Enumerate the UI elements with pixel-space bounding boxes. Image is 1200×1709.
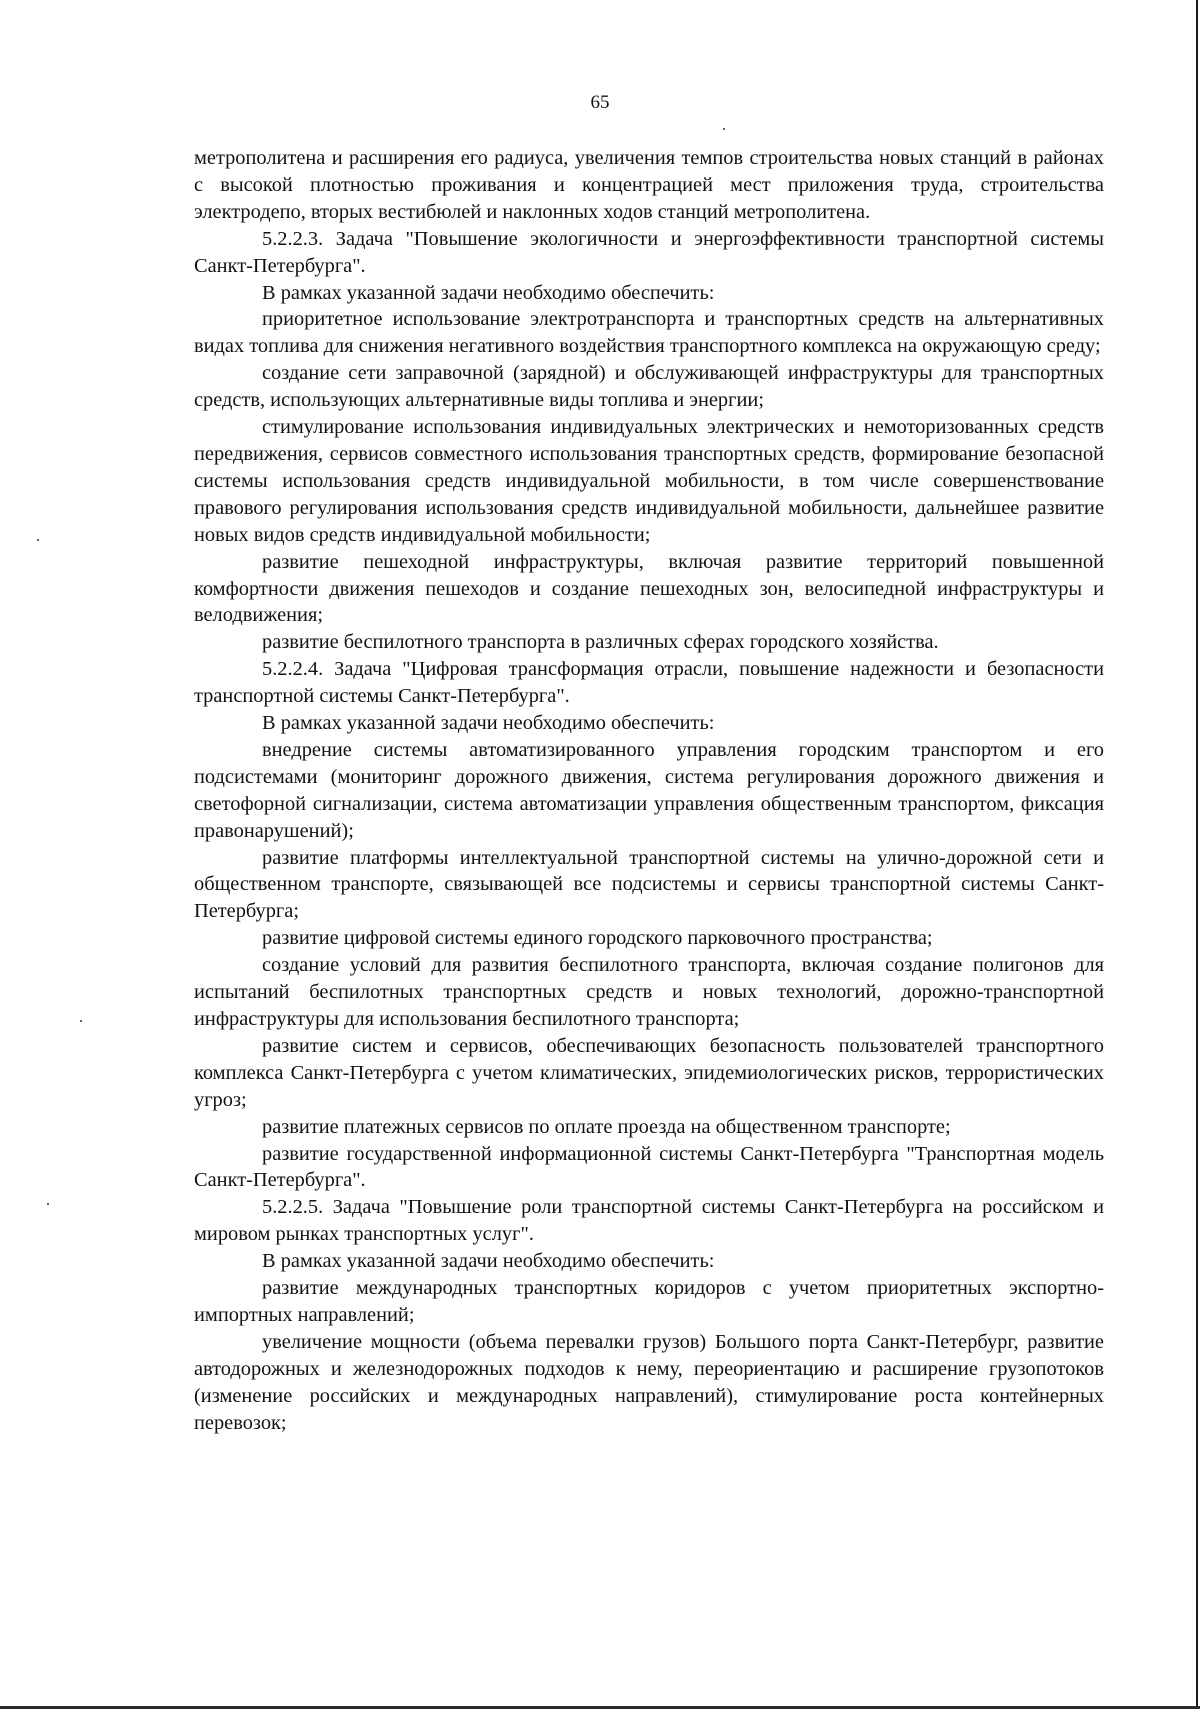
list-item: развитие беспилотного транспорта в различных сферах городского хозяйства. — [262, 631, 939, 654]
paragraph-task-intro: В рамках указанной задачи необходимо обеспечить: — [262, 712, 715, 735]
paragraph-task-intro: В рамках указанной задачи необходимо обеспечить: — [262, 1250, 715, 1273]
scan-speck — [80, 1020, 82, 1022]
list-item: развитие систем и сервисов, обеспечивающих безопасность пользователей транспортного комплекса Санкт-Петербурга с учетом климатических, эпидемиологических рисков, террористических угроз; — [194, 1034, 1104, 1111]
document-body — [194, 145, 1104, 1437]
scan-speck — [723, 128, 725, 130]
paragraph-continuation: метрополитена и расширения его радиуса, увеличения темпов строительства новых станций в районах с высокой плотностью проживания и концентрацией мест приложения труда, строительства электродепо, вторых вестибюлей и наклонных ходов станций метрополитена. — [194, 147, 1104, 223]
paragraph-task-5-2-2-3: 5.2.2.3. Задача "Повышение экологичности и энергоэффективности транспортной системы Санкт-Петербурга". — [194, 227, 1104, 277]
list-item: стимулирование использования индивидуальных электрических и немоторизованных средств передвижения, сервисов совместного использования транспортных средств, формирование безопасной системы использования средств индивидуальной мобильности, в том числе совершенствование правового регулирования использования средств индивидуальной мобильности, дальнейшее развитие новых видов средств индивидуальной мобильности; — [194, 416, 1104, 546]
list-item: увеличение мощности (объема перевалки грузов) Большого порта Санкт-Петербург, развитие автодорожных и железнодорожных подходов к нему, переориентацию и расширение грузопотоков (изменение российских и международных направлений), стимулирование роста контейнерных перевозок; — [194, 1330, 1104, 1434]
list-item: создание условий для развития беспилотного транспорта, включая создание полигонов для испытаний беспилотных транспортных средств и новых технологий, дорожно-транспортной инфраструктуры для использования беспилотного транспорта; — [194, 954, 1104, 1030]
scan-border — [1196, 0, 1198, 1709]
list-item: развитие платформы интеллектуальной транспортной системы на улично-дорожной сети и общественном транспорте, связывающей все подсистемы и сервисы транспортной системы Санкт-Петербурга; — [194, 846, 1104, 923]
list-item: создание сети заправочной (зарядной) и обслуживающей инфраструктуры для транспортных средств, использующих альтернативные виды топлива и энергии; — [194, 362, 1104, 412]
list-item: развитие государственной информационной системы Санкт-Петербурга "Транспортная модель Санкт-Петербурга". — [194, 1142, 1104, 1192]
scan-speck — [37, 539, 39, 541]
list-item: развитие платежных сервисов по оплате проезда на общественном транспорте; — [262, 1115, 951, 1138]
scan-speck — [47, 1203, 49, 1205]
list-item: развитие пешеходной инфраструктуры, включая развитие территорий повышенной комфортности движения пешеходов и создание пешеходных зон, велосипедной инфраструктуры и велодвижения; — [194, 550, 1104, 627]
paragraph-task-intro: В рамках указанной задачи необходимо обеспечить: — [262, 281, 715, 304]
page-number: 65 — [590, 92, 610, 113]
list-item: приоритетное использование электротранспорта и транспортных средств на альтернативных видах топлива для снижения негативного воздействия транспортного комплекса на окружающую среду; — [194, 308, 1104, 358]
list-item: развитие международных транспортных коридоров с учетом приоритетных экспортно-импортных направлений; — [194, 1277, 1104, 1326]
list-item: внедрение системы автоматизированного управления городским транспортом и его подсистемами (мониторинг дорожного движения, система регулирования дорожного движения и светофорной сигнализации, система автоматизации управления общественным транспортом, фиксация правонарушений); — [194, 738, 1104, 842]
paragraph-task-5-2-2-4: 5.2.2.4. Задача "Цифровая трансформация отрасли, повышение надежности и безопасности транспортной системы Санкт-Петербурга". — [194, 658, 1104, 708]
paragraph-task-5-2-2-5: 5.2.2.5. Задача "Повышение роли транспортной системы Санкт-Петербурга на российском и мировом рынках транспортных услуг". — [194, 1196, 1104, 1246]
list-item: развитие цифровой системы единого городского парковочного пространства; — [262, 927, 933, 950]
